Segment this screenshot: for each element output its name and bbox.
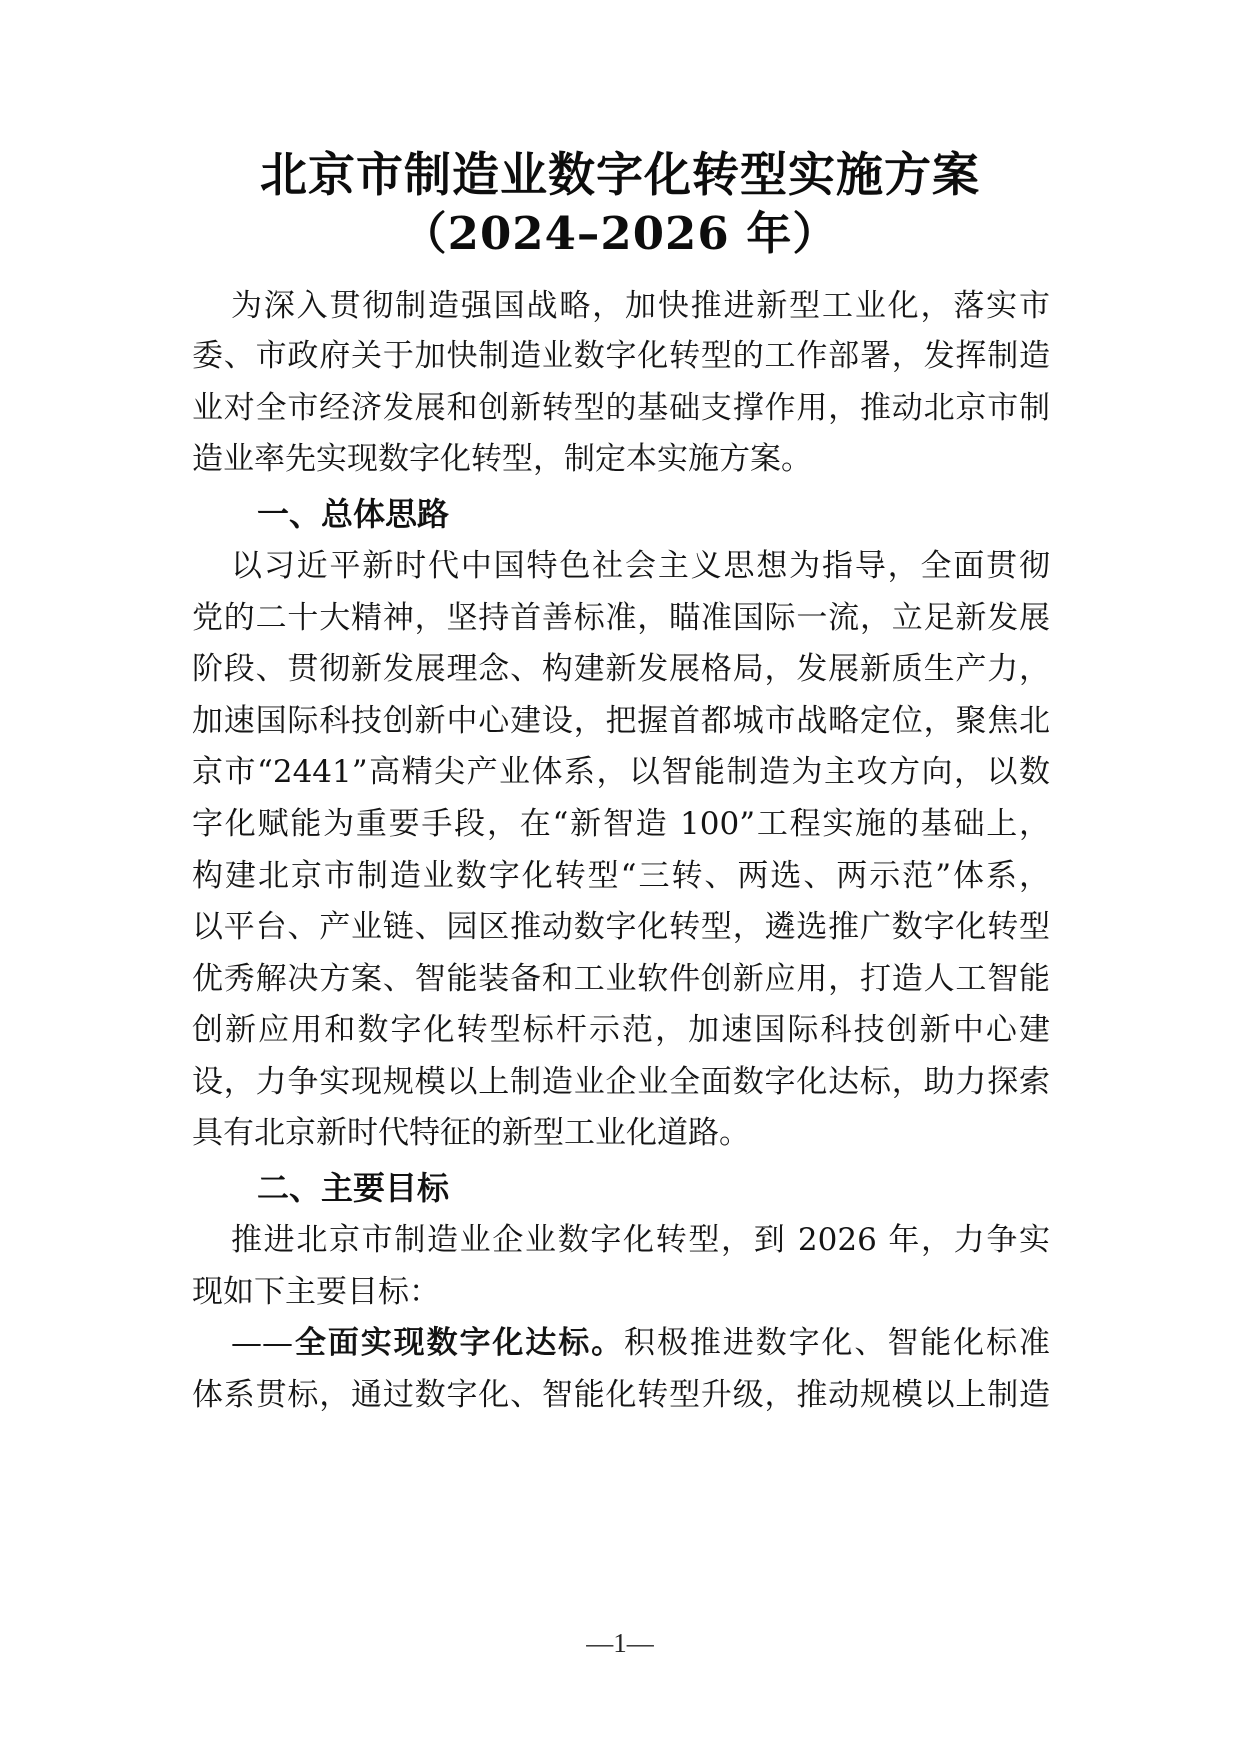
intro-line-2: 委、市政府关于加快制造业数字化转型的工作部署，发挥制造 (192, 338, 1050, 374)
section1-line-5: 京市“2441”高精尖产业体系，以智能制造为主攻方向，以数 (192, 754, 1050, 790)
section1-line-11: 设，力争实现规模以上制造业企业全面数字化达标，助力探索 (192, 1064, 1050, 1100)
section1-line-12: 具有北京新时代特征的新型工业化道路。 (192, 1115, 750, 1151)
section1-line-9: 优秀解决方案、智能装备和工业软件创新应用，打造人工智能 (192, 961, 1050, 997)
goal-1-line-1 (231, 1323, 1050, 1363)
section-heading-1: 一、总体思路 (257, 495, 450, 533)
section1-line-2: 党的二十大精神，坚持首善标准，瞄准国际一流，立足新发展 (192, 600, 1050, 636)
section-heading-2: 二、主要目标 (257, 1169, 450, 1207)
goal-1-dash: —— (231, 1325, 293, 1361)
section1-line-10: 创新应用和数字化转型标杆示范，加速国际科技创新中心建 (192, 1012, 1050, 1048)
section1-line-1: 以习近平新时代中国特色社会主义思想为指导，全面贯彻 (231, 548, 1050, 584)
section1-line-8: 以平台、产业链、园区推动数字化转型，遴选推广数字化转型 (192, 909, 1050, 945)
goal-1-line-2: 体系贯标，通过数字化、智能化转型升级，推动规模以上制造 (192, 1377, 1050, 1413)
section1-line-3: 阶段、贯彻新发展理念、构建新发展格局，发展新质生产力， (192, 651, 1050, 687)
goal-1-bold-title: 全面实现数字化达标。 (293, 1325, 625, 1361)
intro-line-1: 为深入贯彻制造强国战略，加快推进新型工业化，落实市 (231, 288, 1050, 324)
section2-line-2: 现如下主要目标： (192, 1274, 440, 1310)
intro-line-3: 业对全市经济发展和创新转型的基础支撑作用，推动北京市制 (192, 390, 1050, 426)
goal-1-text: 积极推进数字化、智能化标准 (624, 1325, 1051, 1361)
document-title: 北京市制造业数字化转型实施方案 (260, 148, 980, 203)
section2-line-1: 推进北京市制造业企业数字化转型，到 2026 年，力争实 (231, 1222, 1050, 1258)
section1-line-7: 构建北京市制造业数字化转型“三转、两选、两示范”体系， (192, 858, 1050, 894)
section1-line-4: 加速国际科技创新中心建设，把握首都城市战略定位，聚焦北 (192, 703, 1050, 739)
intro-line-4: 造业率先实现数字化转型，制定本实施方案。 (192, 441, 812, 477)
page-number: —1— (586, 1628, 654, 1658)
document-subtitle: （2024–2026 年） (401, 207, 839, 260)
section1-line-6: 字化赋能为重要手段，在“新智造 100”工程实施的基础上， (192, 806, 1050, 842)
